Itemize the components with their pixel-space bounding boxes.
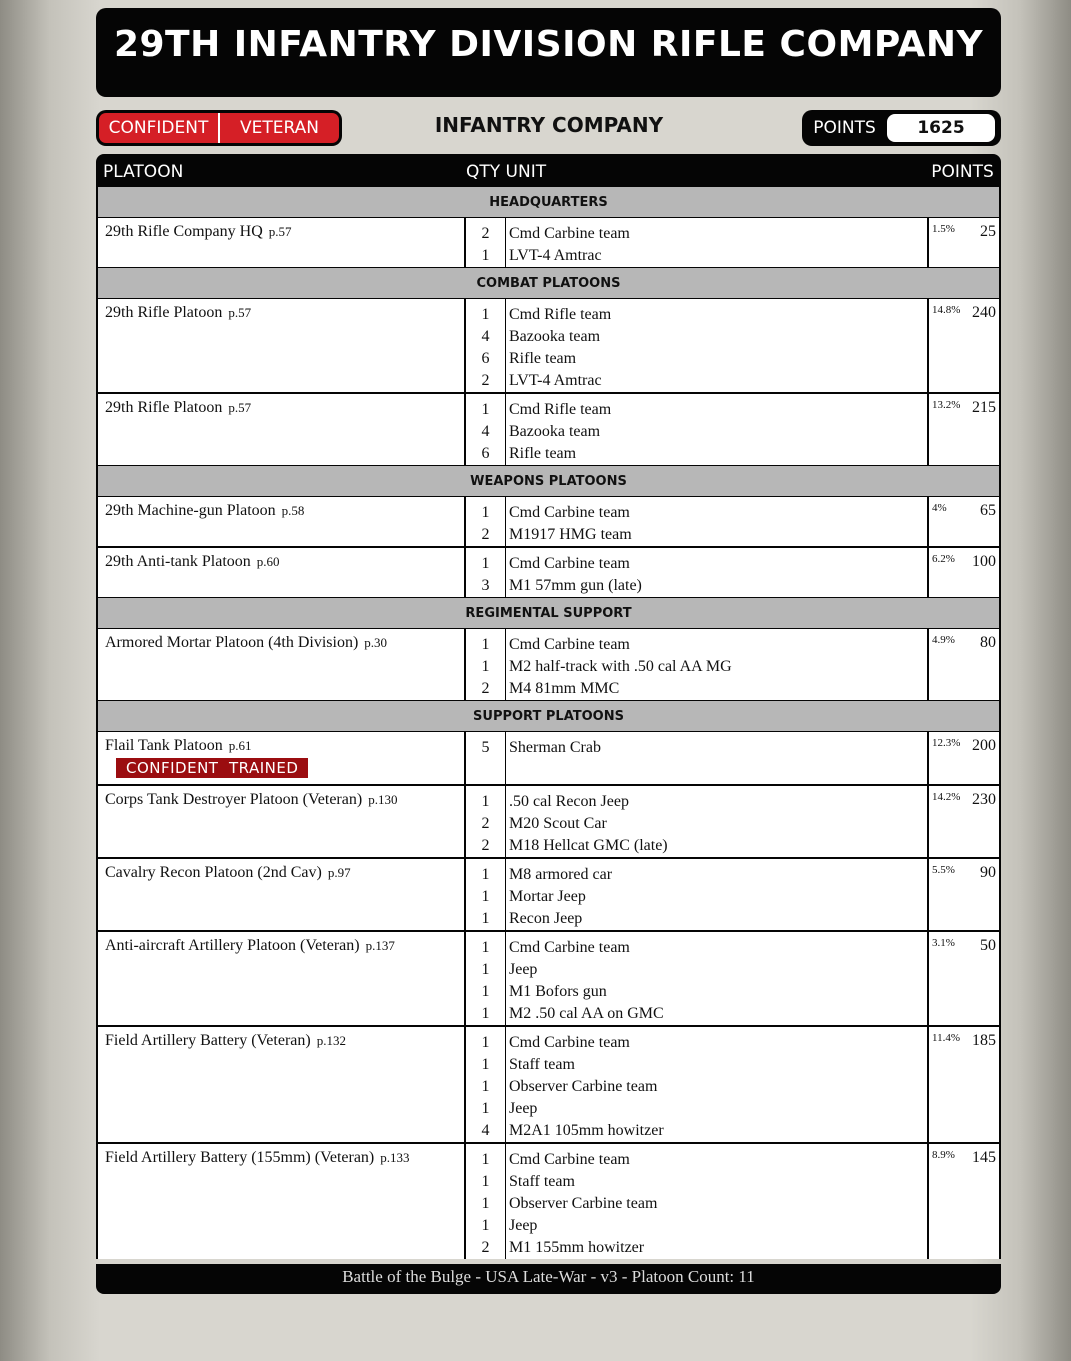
points-cell (929, 299, 999, 392)
unit-name: Jeep (509, 1100, 538, 1117)
motivation-rating: CONFIDENT (99, 113, 220, 143)
qty-cell (466, 548, 506, 597)
points-percent: 11.4% (932, 1032, 961, 1044)
platoon-cell (98, 1144, 466, 1259)
unit-qty: 1 (481, 910, 490, 927)
section-header: WEAPONS PLATOONS (98, 465, 999, 496)
section-header: REGIMENTAL SUPPORT (98, 597, 999, 628)
unit-name: Rifle team (509, 445, 577, 462)
unit-qty: 6 (481, 350, 490, 367)
platoon-name: Corps Tank Destroyer Platoon (Veteran) (105, 791, 363, 808)
unit-name: M2 .50 cal AA on GMC (509, 1005, 664, 1022)
qty-cell (466, 786, 506, 857)
unit-cell (506, 548, 929, 597)
unit-name: M8 armored car (509, 866, 613, 883)
unit-name: LVT-4 Amtrac (509, 247, 602, 264)
unit-qty: 6 (481, 445, 490, 462)
page-title: 29TH INFANTRY DIVISION RIFLE COMPANY (96, 8, 1001, 97)
unit-qty: 1 (481, 1217, 490, 1234)
platoon-cell (98, 859, 466, 930)
points-value: 1625 (887, 114, 995, 142)
platoon-cell (98, 732, 466, 784)
platoon-name: 29th Rifle Company HQ (105, 223, 263, 240)
company-rating (96, 110, 342, 146)
unit-name: M4 81mm MMC (509, 680, 620, 697)
points-value: 200 (972, 737, 996, 754)
points-value: 80 (980, 634, 996, 651)
points-value: 215 (972, 399, 996, 416)
unit-name: M1 57mm gun (late) (509, 577, 642, 594)
unit-name: Cmd Carbine team (509, 225, 630, 242)
unit-qty: 1 (481, 1056, 490, 1073)
qty-cell (466, 299, 506, 392)
unit-qty: 1 (481, 1005, 490, 1022)
points-label: POINTS (813, 118, 876, 138)
points-value: 240 (972, 304, 996, 321)
page-reference: p.57 (268, 224, 292, 239)
unit-qty: 1 (481, 793, 490, 810)
qty-cell (466, 629, 506, 700)
points-value: 50 (980, 937, 996, 954)
unit-name: Sherman Crab (509, 739, 601, 756)
unit-qty: 1 (481, 1078, 490, 1095)
unit-name: Cmd Carbine team (509, 504, 630, 521)
points-value: 145 (972, 1149, 996, 1166)
platoon-name: Flail Tank Platoon (105, 737, 223, 754)
platoon-name: 29th Rifle Platoon (105, 399, 223, 416)
points-cell (929, 732, 999, 784)
unit-qty: 2 (481, 225, 490, 242)
unit-qty: 2 (481, 372, 490, 389)
unit-name: Bazooka team (509, 328, 601, 345)
unit-name: Jeep (509, 1217, 538, 1234)
unit-name: M2A1 105mm howitzer (509, 1122, 664, 1139)
unit-qty: 1 (481, 939, 490, 956)
unit-qty: 1 (481, 658, 490, 675)
unit-qty: 1 (481, 1195, 490, 1212)
unit-cell (506, 394, 929, 465)
points-cell (929, 629, 999, 700)
unit-qty: 1 (481, 504, 490, 521)
col-qty-unit-header: QTY UNIT (466, 162, 547, 182)
platoon-cell (98, 786, 466, 857)
unit-qty: 1 (481, 866, 490, 883)
unit-qty: 1 (481, 306, 490, 323)
points-value: 90 (980, 864, 996, 881)
col-platoon-header: PLATOON (103, 162, 184, 182)
points-cell (929, 497, 999, 546)
unit-qty: 1 (481, 555, 490, 572)
page-reference: p.58 (281, 503, 305, 518)
unit-name: LVT-4 Amtrac (509, 372, 602, 389)
unit-name: Bazooka team (509, 423, 601, 440)
unit-name: Mortar Jeep (509, 888, 586, 905)
points-cell (929, 548, 999, 597)
page-reference: p.57 (228, 305, 252, 320)
points-value: 65 (980, 502, 996, 519)
unit-name: Cmd Carbine team (509, 636, 630, 653)
unit-name: M1917 HMG team (509, 526, 632, 543)
qty-cell (466, 497, 506, 546)
qty-cell (466, 932, 506, 1025)
unit-qty: 1 (481, 983, 490, 1000)
platoon-row (98, 930, 999, 1025)
unit-name: Recon Jeep (509, 910, 583, 927)
page-reference: p.57 (228, 400, 252, 415)
unit-name: Cmd Carbine team (509, 939, 630, 956)
page-reference: p.133 (380, 1150, 410, 1165)
points-cell (929, 932, 999, 1025)
platoon-name: Anti-aircraft Artillery Platoon (Veteran) (105, 937, 360, 954)
skill-rating: VETERAN (220, 113, 339, 143)
unit-cell (506, 497, 929, 546)
unit-qty: 2 (481, 680, 490, 697)
platoon-cell (98, 629, 466, 700)
qty-cell (466, 218, 506, 267)
unit-cell (506, 732, 929, 784)
qty-cell (466, 859, 506, 930)
platoon-row (98, 731, 999, 784)
platoon-name: 29th Machine-gun Platoon (105, 502, 276, 519)
unit-qty: 1 (481, 247, 490, 264)
unit-name: .50 cal Recon Jeep (509, 793, 629, 810)
platoon-cell (98, 932, 466, 1025)
points-percent: 4% (932, 502, 947, 514)
unit-qty: 2 (481, 1239, 490, 1256)
unit-name: M1 155mm howitzer (509, 1239, 645, 1256)
table-body (98, 186, 999, 1259)
points-value: 230 (972, 791, 996, 808)
points-value: 25 (980, 223, 996, 240)
platoon-row (98, 298, 999, 392)
unit-qty: 2 (481, 837, 490, 854)
unit-name: Staff team (509, 1056, 575, 1073)
platoon-cell (98, 394, 466, 465)
platoon-row (98, 496, 999, 546)
points-cell (929, 1027, 999, 1142)
platoon-name: Field Artillery Battery (Veteran) (105, 1032, 311, 1049)
company-type: INFANTRY COMPANY (434, 113, 664, 137)
points-value: 185 (972, 1032, 996, 1049)
points-percent: 1.5% (932, 223, 955, 235)
unit-cell (506, 932, 929, 1025)
page-reference: p.60 (256, 554, 280, 569)
unit-cell (506, 629, 929, 700)
platoon-cell (98, 548, 466, 597)
platoon-row (98, 857, 999, 930)
qty-cell (466, 394, 506, 465)
unit-qty: 1 (481, 1151, 490, 1168)
unit-cell (506, 299, 929, 392)
platoon-cell (98, 299, 466, 392)
platoon-cell (98, 218, 466, 267)
points-percent: 3.1% (932, 937, 955, 949)
points-cell (929, 1144, 999, 1259)
platoon-name: Armored Mortar Platoon (4th Division) (105, 634, 359, 651)
points-percent: 13.2% (932, 399, 961, 411)
unit-name: M20 Scout Car (509, 815, 607, 832)
platoon-row (98, 1142, 999, 1259)
unit-qty: 1 (481, 1173, 490, 1190)
points-percent: 5.5% (932, 864, 955, 876)
unit-name: Jeep (509, 961, 538, 978)
footer: Battle of the Bulge - USA Late-War - v3 - Platoon Count: 11 (96, 1264, 1001, 1294)
page-reference: p.97 (327, 865, 351, 880)
points-percent: 8.9% (932, 1149, 955, 1161)
unit-qty: 4 (481, 1122, 490, 1139)
unit-cell (506, 218, 929, 267)
section-header: HEADQUARTERS (98, 186, 999, 217)
unit-name: Staff team (509, 1173, 575, 1190)
platoon-name: Field Artillery Battery (155mm) (Veteran) (105, 1149, 375, 1166)
unit-cell (506, 786, 929, 857)
unit-qty: 4 (481, 423, 490, 440)
col-points-header: POINTS (931, 162, 994, 182)
unit-name: Cmd Carbine team (509, 1151, 630, 1168)
platoon-name: Cavalry Recon Platoon (2nd Cav) (105, 864, 322, 881)
points-value: 100 (972, 553, 996, 570)
unit-name: Cmd Rifle team (509, 306, 612, 323)
points-percent: 14.2% (932, 791, 961, 803)
unit-name: Rifle team (509, 350, 577, 367)
points-cell (929, 786, 999, 857)
page-reference: p.130 (368, 792, 398, 807)
unit-name: Cmd Carbine team (509, 555, 630, 572)
section-header: SUPPORT PLATOONS (98, 700, 999, 731)
page-reference: p.30 (364, 635, 388, 650)
qty-cell (466, 1144, 506, 1259)
total-points-box (802, 110, 1001, 146)
unit-name: Cmd Rifle team (509, 401, 612, 418)
unit-name: Observer Carbine team (509, 1078, 658, 1095)
platoon-cell (98, 1027, 466, 1142)
unit-qty: 1 (481, 888, 490, 905)
unit-name: M2 half-track with .50 cal AA MG (509, 658, 732, 675)
section-header: COMBAT PLATOONS (98, 267, 999, 298)
unit-name: M1 Bofors gun (509, 983, 607, 1000)
platoon-name: 29th Anti-tank Platoon (105, 553, 251, 570)
platoon-row (98, 1025, 999, 1142)
platoon-row (98, 392, 999, 465)
unit-qty: 1 (481, 1100, 490, 1117)
qty-cell (466, 732, 506, 784)
platoon-name: 29th Rifle Platoon (105, 304, 223, 321)
page-reference: p.132 (316, 1033, 346, 1048)
unit-qty: 1 (481, 961, 490, 978)
unit-cell (506, 1027, 929, 1142)
unit-qty: 3 (481, 577, 490, 594)
unit-cell (506, 859, 929, 930)
unit-name: Cmd Carbine team (509, 1034, 630, 1051)
points-percent: 6.2% (932, 553, 955, 565)
army-list-table (96, 154, 1001, 1259)
unit-qty: 4 (481, 328, 490, 345)
points-cell (929, 394, 999, 465)
unit-qty: 1 (481, 636, 490, 653)
unit-qty: 5 (481, 739, 490, 756)
unit-qty: 1 (481, 401, 490, 418)
unit-qty: 1 (481, 1034, 490, 1051)
points-percent: 12.3% (932, 737, 961, 749)
points-cell (929, 859, 999, 930)
platoon-row (98, 217, 999, 267)
page-reference: p.137 (365, 938, 395, 953)
rating-badge: CONFIDENT TRAINED (115, 757, 309, 779)
table-header (98, 154, 999, 186)
qty-cell (466, 1027, 506, 1142)
platoon-cell (98, 497, 466, 546)
points-percent: 14.8% (932, 304, 961, 316)
unit-name: M18 Hellcat GMC (late) (509, 837, 668, 854)
platoon-row (98, 628, 999, 700)
points-percent: 4.9% (932, 634, 955, 646)
unit-cell (506, 1144, 929, 1259)
page-reference: p.61 (228, 738, 252, 753)
points-cell (929, 218, 999, 267)
unit-qty: 2 (481, 526, 490, 543)
unit-qty: 2 (481, 815, 490, 832)
platoon-row (98, 784, 999, 857)
platoon-row (98, 546, 999, 597)
unit-name: Observer Carbine team (509, 1195, 658, 1212)
